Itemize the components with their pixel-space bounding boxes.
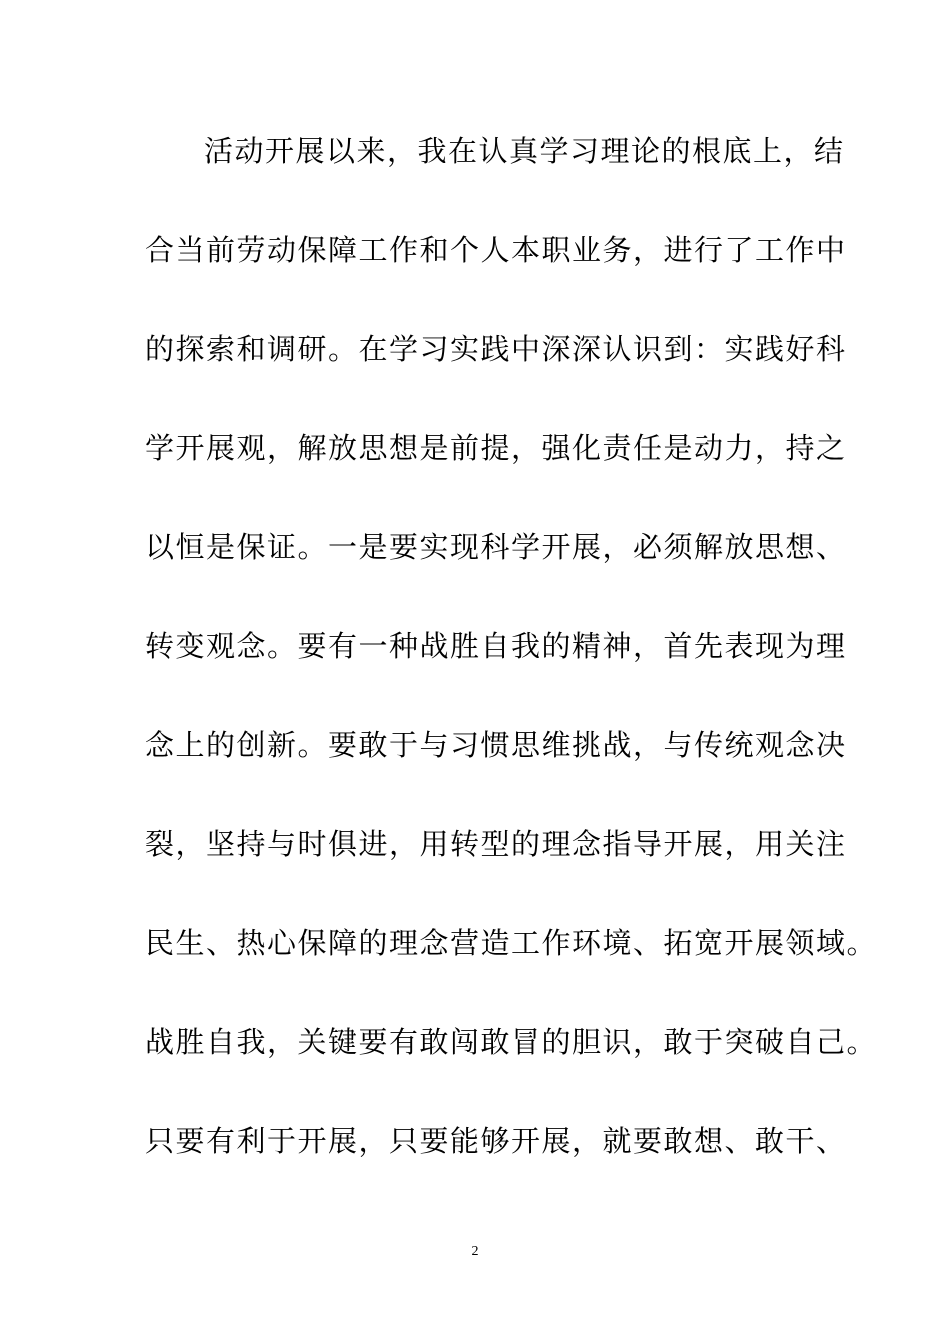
text-line-4: 学开展观，解放思想是前提，强化责任是动力，持之 (145, 431, 847, 465)
text-line-7: 念上的创新。要敢于与习惯思维挑战，与传统观念决 (145, 728, 847, 762)
text-line-2: 合当前劳动保障工作和个人本职业务，进行了工作中 (145, 233, 847, 267)
text-line-8: 裂，坚持与时俱进，用转型的理念指导开展，用关注 (145, 827, 847, 861)
text-line-10: 战胜自我，关键要有敢闯敢冒的胆识，敢于突破自己。 (145, 1025, 878, 1059)
text-line-11: 只要有利于开展，只要能够开展，就要敢想、敢干、 (145, 1124, 847, 1158)
text-line-6: 转变观念。要有一种战胜自我的精神，首先表现为理 (145, 629, 847, 663)
text-line-1: 活动开展以来，我在认真学习理论的根底上，结 (204, 134, 845, 168)
text-line-9: 民生、热心保障的理念营造工作环境、拓宽开展领域。 (145, 926, 878, 960)
page-number: 2 (471, 1244, 479, 1259)
text-line-3: 的探索和调研。在学习实践中深深认识到：实践好科 (145, 332, 847, 366)
text-line-5: 以恒是保证。一是要实现科学开展，必须解放思想、 (145, 530, 847, 564)
